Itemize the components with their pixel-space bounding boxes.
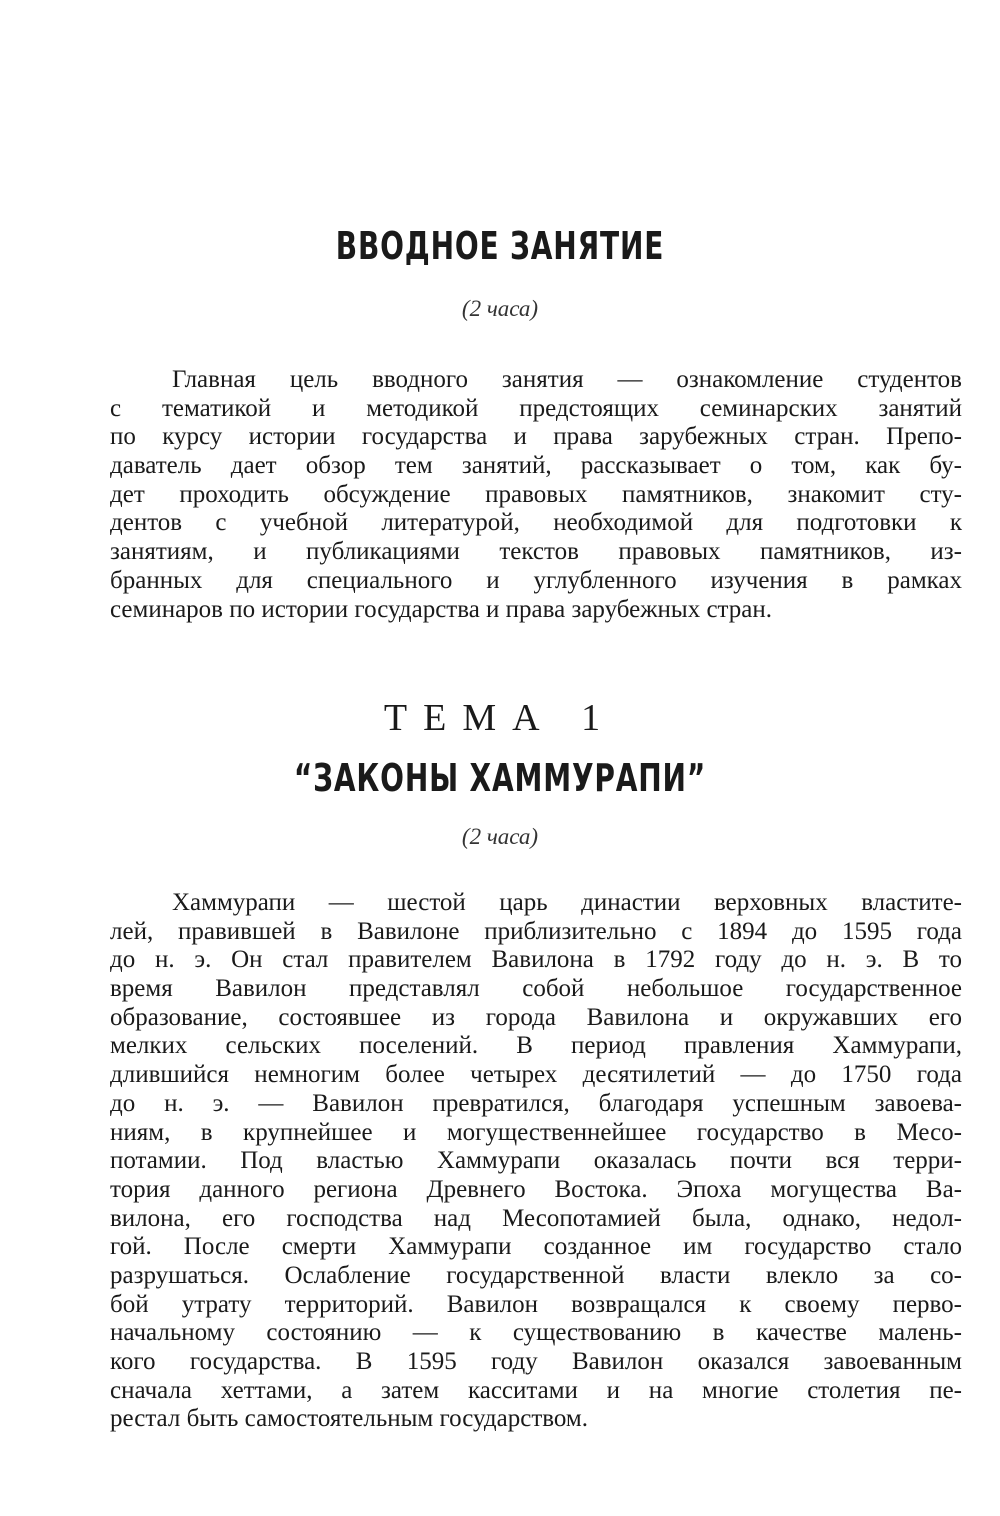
text-line: вилона, его господства над Месопотамией была, однако, недол-: [110, 1204, 962, 1232]
text-line: начальному состоянию — к существованию в качестве малень-: [110, 1319, 962, 1347]
text-line: образование, состоявшее из города Вавилона и окружавших его: [110, 1003, 962, 1031]
text-line: длившийся немногим более четырех десятилетий — до 1750 года: [110, 1061, 962, 1089]
text-line: мелких сельских поселений. В период правления Хаммурапи,: [110, 1032, 962, 1060]
text-line: до н. э. Он стал правителем Вавилона в 1792 году до н. э. В то: [110, 946, 962, 974]
text-line: потамии. Под властью Хаммурапи оказалась почти вся терри-: [110, 1147, 962, 1175]
intro-paragraph: [110, 366, 962, 624]
intro-hours: (2 часа): [461, 296, 539, 321]
text-line: бранных для специального и углубленного изучения в рамках: [110, 566, 962, 594]
text-line: семинаров по истории государства и права зарубежных стран.: [110, 595, 773, 623]
text-line: лей, правившей в Вавилоне приблизительно с 1894 до 1595 года: [110, 917, 962, 945]
topic-hours: (2 часа): [461, 824, 539, 849]
topic-number: ТЕМА 1: [383, 697, 617, 739]
text-line: ниям, в крупнейшее и могущественнейшее государство в Месо-: [110, 1118, 962, 1146]
text-line: Хаммурапи — шестой царь династии верховных властите-: [172, 889, 962, 916]
text-line: Главная цель вводного занятия — ознакомление студентов: [172, 366, 962, 393]
text-line: кого государства. В 1595 году Вавилон оказался завоеванным: [110, 1348, 962, 1375]
text-line: тория данного региона Древнего Востока. Эпоха могущества Ва-: [110, 1175, 962, 1203]
text-line: гой. После смерти Хаммурапи созданное им государство стало: [110, 1233, 962, 1261]
topic-title: “ЗАКОНЫ ХАММУРАПИ”: [293, 756, 707, 800]
text-line: даватель дает обзор тем занятий, рассказывает о том, как бу-: [110, 452, 962, 480]
text-line: дентов с учебной литературой, необходимой для подготовки к: [110, 509, 962, 537]
text-line: до н. э. — Вавилон превратился, благодаря успешным завоева-: [110, 1089, 962, 1117]
text-line: дет проходить обсуждение правовых памятников, знакомит сту-: [110, 480, 962, 508]
intro-section-title: ВВОДНОЕ ЗАНЯТИЕ: [335, 224, 665, 268]
text-line: рестал быть самостоятельным государством.: [110, 1405, 588, 1433]
text-line: сначала хеттами, а затем касситами и на многие столетия пе-: [110, 1376, 962, 1404]
text-line: занятиям, и публикациями текстов правовых памятников, из-: [110, 538, 962, 566]
text-line: по курсу истории государства и права зарубежных стран. Препо-: [110, 423, 962, 451]
text-line: бой утрату территорий. Вавилон возвращался к своему перво-: [110, 1290, 962, 1318]
text-line: с тематикой и методикой предстоящих семинарских занятий: [110, 394, 962, 422]
topic-paragraph: [110, 889, 962, 1434]
text-line: разрушаться. Ослабление государственной власти влекло за со-: [110, 1261, 962, 1289]
text-line: время Вавилон представлял собой небольшое государственное: [110, 975, 962, 1003]
